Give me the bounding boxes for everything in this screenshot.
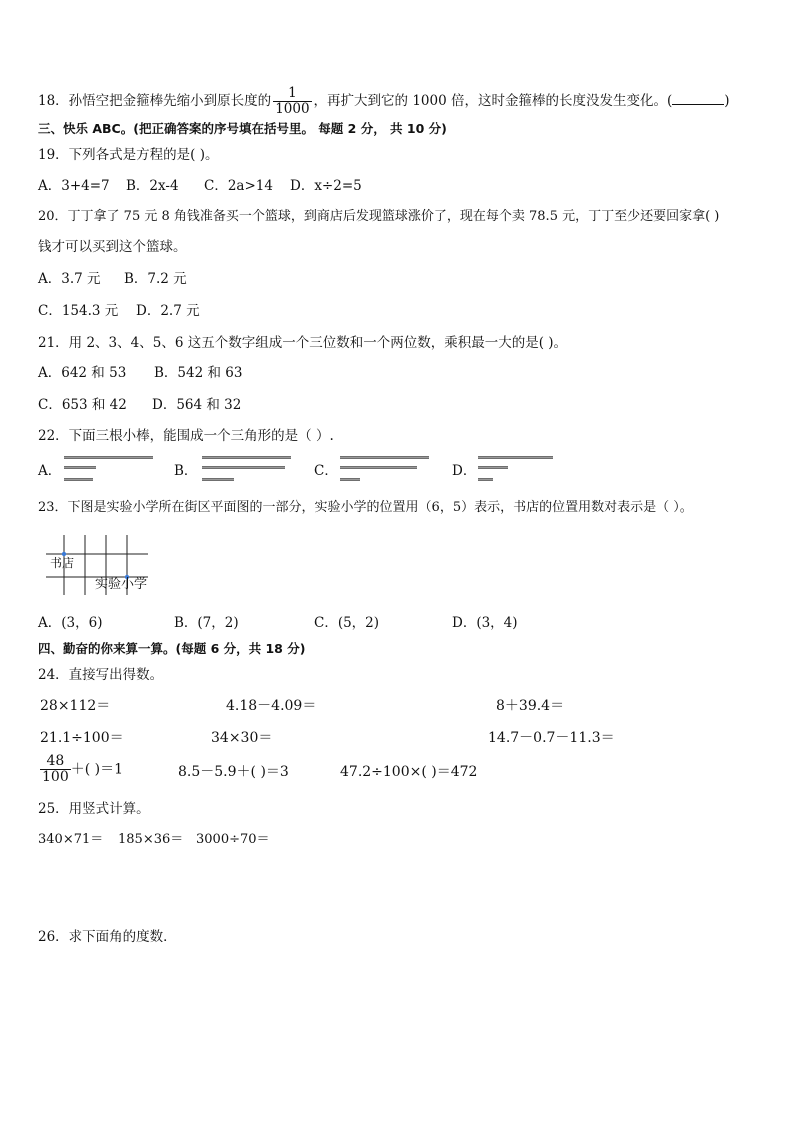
q23-option-d[interactable]: D．(3，4) [452, 615, 518, 631]
q20-option-b[interactable]: B．7.2 元 [124, 271, 187, 287]
question-20-stem-line1: 20．丁丁拿了 75 元 8 角钱准备买一个篮球，到商店后发现篮球涨价了，现在每个卖 78.5 元，丁丁至少还要回家拿( ) [38, 209, 720, 224]
q24-calc-6: 14.7－0.7－11.3＝ [488, 730, 615, 746]
map-label-school: 实验小学 [95, 577, 148, 592]
q23-option-c[interactable]: C．(5，2) [314, 615, 380, 631]
q25-item-1: 340×71＝ [38, 832, 104, 847]
q22-option-a-label: A． [38, 463, 62, 479]
q19-option-b[interactable]: B．2x-4 [126, 178, 179, 194]
q24-calc-8[interactable]: 8.5－5.9＋( )＝3 [178, 764, 289, 780]
q22-option-b-stick-2 [202, 466, 285, 469]
q19-option-a[interactable]: A．3+4=7 [38, 178, 110, 194]
q20-option-a[interactable]: A．3.7 元 [38, 271, 101, 287]
q22-option-a[interactable] [38, 462, 61, 480]
q24-calc-3: 8＋39.4＝ [496, 698, 565, 714]
q23-option-a[interactable]: A．(3，6) [38, 615, 103, 631]
q19-option-c[interactable]: C．2a>14 [204, 178, 273, 194]
q24-calc-7-numerator: 48 [40, 754, 71, 770]
question-22-stem: 22．下面三根小棒，能围成一个三角形的是（ ）. [38, 428, 334, 444]
q24-calc-1: 28×112＝ [40, 698, 111, 714]
q18-text-close: ) [724, 93, 730, 109]
q21-option-a[interactable]: A．642 和 53 [38, 365, 127, 381]
q23-option-b[interactable]: B．(7，2) [174, 615, 239, 631]
q20-option-d[interactable]: D．2.7 元 [136, 303, 200, 319]
q20-option-c[interactable]: C．154.3 元 [38, 303, 119, 319]
q21-option-c[interactable]: C．653 和 42 [38, 397, 127, 413]
question-18 [38, 86, 730, 117]
question-20-stem-line2: 钱才可以买到这个篮球。 [38, 239, 187, 255]
section-3-heading: 三、快乐 ABC。(把正确答案的序号填在括号里。 每题 2 分， 共 10 分) [38, 121, 447, 136]
q19-option-d[interactable]: D．x÷2=5 [290, 178, 362, 194]
q22-option-b[interactable] [174, 462, 197, 480]
q22-option-a-stick-2 [64, 466, 96, 469]
map-label-store: 书店 [50, 556, 75, 570]
q22-option-d-stick-2 [478, 466, 508, 469]
q22-option-c-label: C． [314, 463, 338, 479]
question-19-stem: 19．下列各式是方程的是( )。 [38, 147, 219, 163]
q22-option-d[interactable] [452, 462, 476, 480]
q24-calc-7-rest: ＋( )＝1 [70, 761, 124, 778]
question-26-stem: 26．求下面角的度数． [38, 929, 177, 945]
q22-option-c[interactable] [314, 462, 338, 480]
q24-calc-2: 4.18－4.09＝ [226, 698, 317, 714]
q22-option-a-stick-1 [64, 456, 153, 459]
q24-calc-7-fraction [40, 754, 71, 785]
q24-calc-5: 34×30＝ [211, 730, 273, 746]
q18-text-pre: 18．孙悟空把金箍棒先缩小到原长度的 [38, 93, 272, 109]
q22-option-b-label: B． [174, 463, 198, 479]
q22-option-d-stick-3 [478, 478, 493, 481]
q24-calc-7-denominator: 100 [42, 769, 69, 785]
q18-text-post: ，再扩大到它的 1000 倍，这时金箍棒的长度没发生变化。( [313, 93, 673, 109]
q22-option-d-label: D． [452, 463, 477, 479]
q24-calc-4: 21.1÷100＝ [40, 730, 124, 746]
q22-option-c-stick-1 [340, 456, 429, 459]
q22-option-b-stick-1 [202, 456, 291, 459]
q21-option-d[interactable]: D．564 和 32 [152, 397, 242, 413]
q22-option-b-stick-3 [202, 478, 234, 481]
q18-fraction-denominator: 1000 [275, 101, 310, 117]
q22-option-d-stick-1 [478, 456, 553, 459]
q24-calc-7[interactable] [40, 754, 123, 785]
q18-fraction [273, 86, 311, 117]
question-24-stem: 24．直接写出得数。 [38, 667, 164, 683]
section-4-heading: 四、勤奋的你来算一算。(每题 6 分，共 18 分) [38, 641, 306, 656]
q22-option-c-stick-2 [340, 466, 417, 469]
question-23-stem: 23．下图是实验小学所在街区平面图的一部分，实验小学的位置用（6，5）表示，书店的位置用数对表示是（ ）。 [38, 500, 693, 515]
q18-fraction-numerator: 1 [273, 86, 311, 102]
q22-option-c-stick-3 [340, 478, 360, 481]
q22-option-a-stick-3 [64, 478, 93, 481]
q21-option-b[interactable]: B．542 和 63 [154, 365, 243, 381]
question-21-stem: 21．用 2、3、4、5、6 这五个数字组成一个三位数和一个两位数，乘积最一大的是( )。 [38, 335, 568, 351]
question-25-stem: 25．用竖式计算。 [38, 801, 150, 817]
q25-item-3: 3000÷70＝ [196, 832, 270, 847]
q18-answer-blank[interactable] [672, 92, 724, 105]
q24-calc-9[interactable]: 47.2÷100×( )＝472 [340, 764, 478, 780]
q25-item-2: 185×36＝ [118, 832, 184, 847]
q23-street-map [40, 533, 170, 601]
